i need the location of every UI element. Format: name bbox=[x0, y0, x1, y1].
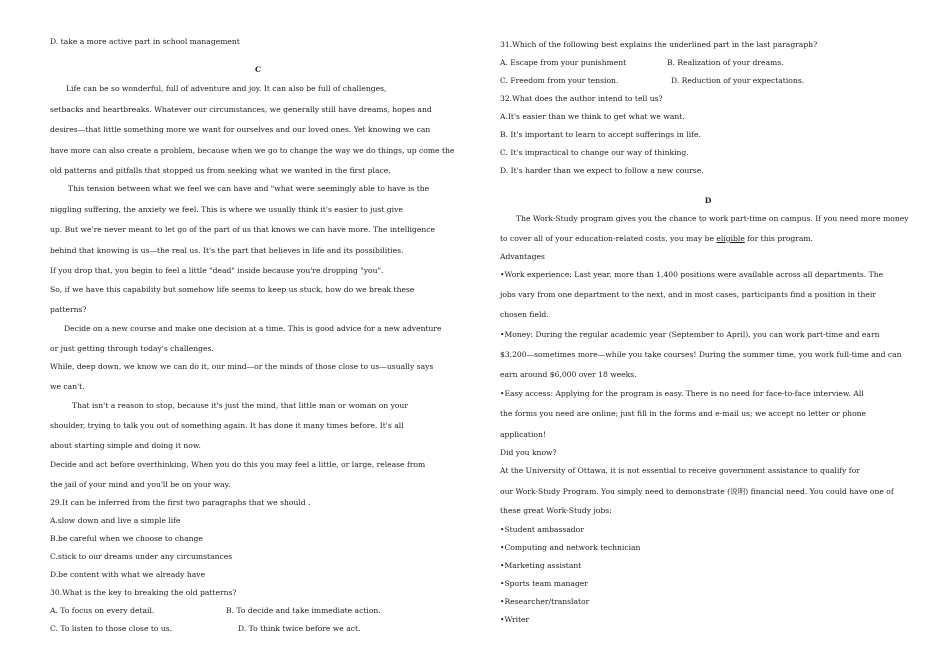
passage-line: •Money: During the regular academic year (September to April), you can work part-time and earn bbox=[500, 330, 880, 339]
question-32: 32.What does the author intend to tell us? bbox=[500, 94, 663, 103]
question-30: 30.What is the key to breaking the old patterns? bbox=[50, 588, 237, 597]
passage-line: So, if we have this capability but somehow life seems to keep us stuck, how do we break these bbox=[50, 285, 415, 294]
passage-line: This tension between what we feel we can have and "what were seemingly able to have is the bbox=[68, 184, 430, 193]
passage-line: shoulder, trying to talk you out of something again. It has done it many times before. It's all bbox=[50, 421, 404, 430]
passage-line: application! bbox=[500, 430, 546, 439]
question-30-option-c: C. To listen to those close to us. bbox=[50, 624, 173, 633]
question-29: 29.It can be inferred from the first two paragraphs that we should . bbox=[50, 498, 311, 507]
question-29-option-c: C.stick to our dreams under any circumstances bbox=[50, 552, 233, 561]
passage-line: niggling suffering, the anxiety we feel. This is where we usually think it's easier to just give bbox=[50, 205, 403, 214]
underlined-word-eligible: eligible bbox=[716, 234, 745, 243]
intro-text-before: to cover all of your education-related costs, you may be bbox=[500, 234, 717, 243]
passage-line: behind that knowing is us—the real us. It's the part that believes in life and its possibilities. bbox=[50, 246, 404, 255]
passage-line: our Work-Study Program. You simply need to demonstrate (说明) financial need. You could have one of bbox=[500, 487, 894, 496]
question-29-option-b: B.be careful when we choose to change bbox=[50, 534, 203, 543]
passage-line: we can't. bbox=[50, 382, 85, 391]
passage-line: patterns? bbox=[50, 305, 87, 314]
job-list-item: •Student ambassador bbox=[500, 525, 584, 534]
passage-line: $3,200—sometimes more—while you take courses! During the summer time, you work full-time and can bbox=[500, 350, 902, 359]
question-32-option-d: D. It's harder than we expect to follow a new course. bbox=[500, 166, 704, 175]
job-list-item: •Computing and network technician bbox=[500, 543, 641, 552]
advantages-heading: Advantages bbox=[500, 252, 545, 261]
passage-line: the jail of your mind and you'll be on your way. bbox=[50, 480, 231, 489]
passage-line: have more can also create a problem, because when we go to change the way we do things, up come the bbox=[50, 146, 455, 155]
left-column bbox=[50, 0, 466, 672]
question-30-option-b: B. To decide and take immediate action. bbox=[226, 606, 381, 615]
did-you-know-heading: Did you know? bbox=[500, 448, 557, 457]
passage-line: up. But we're never meant to let go of the part of us that knows we can have more. The intelligence bbox=[50, 225, 435, 234]
passage-line: •Work experience: Last year, more than 1,400 positions were available across all departments. The bbox=[500, 270, 884, 279]
passage-line: the forms you need are online; just fill in the forms and e-mail us; we accept no letter or phone bbox=[500, 409, 867, 418]
passage-line: That isn't a reason to stop, because it's just the mind, that little man or woman on your bbox=[72, 401, 408, 410]
question-32-option-b: B. It's important to learn to accept sufferings in life. bbox=[500, 130, 701, 139]
passage-line: chosen field. bbox=[500, 310, 549, 319]
passage-line: While, deep down, we know we can do it, our mind—or the minds of those close to us—usually says bbox=[50, 362, 434, 371]
passage-line: earn around $6,000 over 18 weeks. bbox=[500, 370, 637, 379]
question-30-option-a: A. To focus on every detail. bbox=[50, 606, 155, 615]
question-31-option-a: A. Escape from your punishment bbox=[500, 58, 627, 67]
question-31-option-c: C. Freedom from your tension. bbox=[500, 76, 619, 85]
passage-d-intro-line bbox=[500, 234, 813, 243]
passage-line: If you drop that, you begin to feel a little "dead" inside because you're dropping "you". bbox=[50, 266, 384, 275]
passage-line: or just getting through today's challenges. bbox=[50, 344, 214, 353]
question-31-option-b: B. Realization of your dreams. bbox=[667, 58, 784, 67]
passage-line: •Easy access: Applying for the program is easy. There is no need for face-to-face interview. All bbox=[500, 389, 864, 398]
job-list-item: •Researcher/translator bbox=[500, 597, 590, 606]
passage-line: about starting simple and doing it now. bbox=[50, 441, 201, 450]
question-32-option-c: C. It's impractical to change our way of thinking. bbox=[500, 148, 689, 157]
passage-c-heading: C bbox=[254, 65, 262, 74]
passage-line: At the University of Ottawa, it is not essential to receive government assistance to qualify for bbox=[500, 466, 860, 475]
job-list-item: •Sports team manager bbox=[500, 579, 588, 588]
prev-question-option-d: D. take a more active part in school management bbox=[50, 37, 240, 46]
passage-line: old patterns and pitfalls that stopped us from seeking what we wanted in the first place. bbox=[50, 166, 391, 175]
question-32-option-a: A.It's easier than we think to get what we want. bbox=[500, 112, 685, 121]
question-29-option-d: D.be content with what we already have bbox=[50, 570, 206, 579]
question-31: 31.Which of the following best explains the underlined part in the last paragraph? bbox=[500, 40, 818, 49]
passage-line: desires—that little something more we want for ourselves and our loved ones. Yet knowing we can bbox=[50, 125, 431, 134]
passage-line: Life can be so wonderful, full of adventure and joy. It can also be full of challenges, bbox=[66, 84, 387, 93]
passage-d-heading: D bbox=[704, 196, 712, 205]
question-30-option-d: D. To think twice before we act. bbox=[238, 624, 361, 633]
passage-line: setbacks and heartbreaks. Whatever our circumstances, we generally still have dreams, hopes and bbox=[50, 105, 432, 114]
passage-d-intro-line: The Work-Study program gives you the chance to work part-time on campus. If you need more money bbox=[516, 214, 909, 223]
passage-line: jobs vary from one department to the next, and in most cases, participants find a position in their bbox=[500, 290, 876, 299]
passage-line: these great Work-Study jobs: bbox=[500, 506, 612, 515]
passage-line: Decide on a new course and make one decision at a time. This is good advice for a new adventure bbox=[64, 324, 442, 333]
right-column bbox=[500, 0, 916, 672]
job-list-item: •Writer bbox=[500, 615, 530, 624]
passage-line: Decide and act before overthinking. When you do this you may feel a little, or large, release from bbox=[50, 460, 426, 469]
question-31-option-d: D. Reduction of your expectations. bbox=[671, 76, 805, 85]
job-list-item: •Marketing assistant bbox=[500, 561, 582, 570]
intro-text-after: for this program. bbox=[744, 234, 814, 243]
question-29-option-a: A.slow down and live a simple life bbox=[50, 516, 181, 525]
